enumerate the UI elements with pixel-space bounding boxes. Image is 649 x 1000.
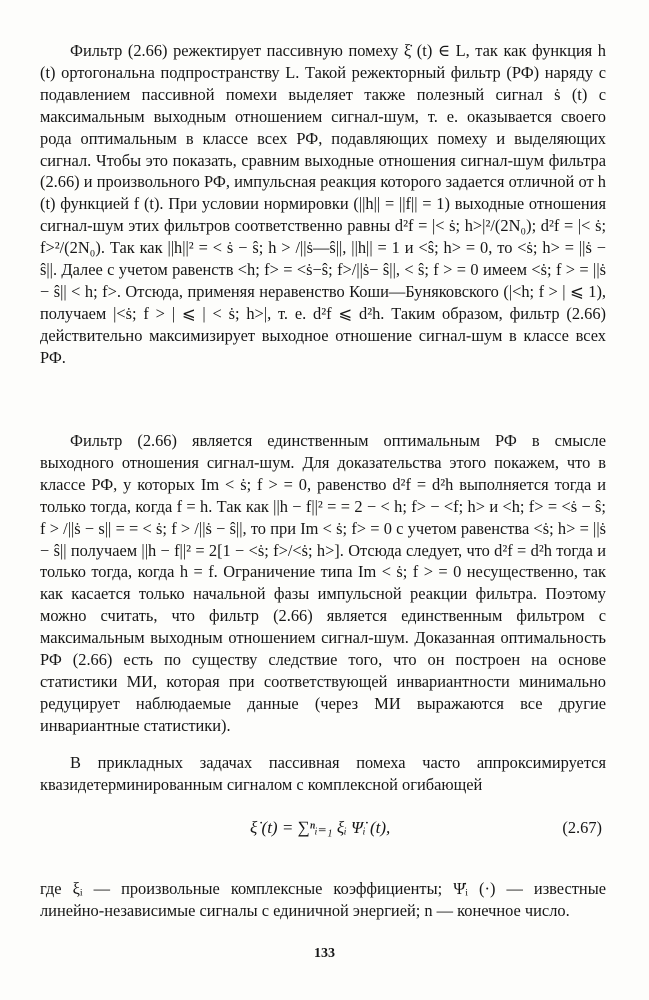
paragraph-1: Фильтр (2.66) режектирует пассивную помеху ξ̇ (t) ∈ L, так как функция h (t) ортогональна подпространству L. Такой режекторный фильтр (РФ) наряду с подавлением пассивной помехи выделяет также полезный сигнал ṡ (t) с максимальным выходным отношением сигнал-шум, т. е. оказывается своего рода оптимальным в классе всех РФ, подавляющих помеху и выделяющих сигнал. Чтобы это показать, сравним выходные отношения сигнал-шум фильтра (2.66) и произвольного РФ, импульсная реакция которого задается отличной от h (t) функцией f (t). При условии нормировки (||h|| = ||f|| = 1) выходные отношения сигнал-шум этих фильтров соответственно равны d²f = |< ṡ; h>|²/(2N₀); d²f = |< ṡ; f>²/(2N₀). Так как ||h||² = < ṡ − ŝ; h > /||ṡ—ŝ||, ||h|| = 1 и <ŝ; h> = 0, то <ṡ; h> = ||ṡ − ŝ||. Далее с учетом равенств <h; f> = <ṡ−ŝ; f>/||ṡ− ŝ||, < ŝ; f > = 0 имеем <ṡ; f > = ||ṡ − ŝ|| < h; f>. Отсюда, применяя неравенство Коши—Буняковского (|<h; f > | ⩽ 1), получаем |<ṡ; f > | ⩽ | < ṡ; h>|, т. е. d²f ⩽ d²h. Таким образом, фильтр (2.66) действительно максимизирует выходное отношение сигнал-шум в классе всех РФ.: [40, 41, 606, 367]
paragraph-1-block: [40, 40, 606, 369]
paragraph-4-block: [40, 878, 606, 922]
equation-formula: ξ̇ (t) = ∑ⁿᵢ₌₁ ξᵢ Ψ̇ᵢ (t),: [250, 818, 391, 837]
page-number: 133: [314, 946, 335, 961]
paragraph-2: Фильтр (2.66) является единственным оптимальным РФ в смысле выходного отношения сигнал-шум. Для доказательства этого покажем, что в классе РФ, у которых Im < ṡ; f > = 0, равенство d²f = d²h выполняется тогда и только тогда, когда f = h. Так как ||h − f||² = = 2 − < h; f> − <f; h> и <h; f> = <ṡ − ŝ; f > /||ṡ − s|| = = < ṡ; f > /||ṡ − ŝ||, то при Im < ṡ; f> = 0 с учетом равенства <ṡ; h> = ||ṡ − ŝ|| получаем ||h − f||² = 2[1 − <ṡ; f>/<ṡ; h>]. Отсюда следует, что d²f = d²h тогда и только тогда, когда h = f. Ограничение типа Im < ṡ; f > = 0 несущественно, так как касается только начальной фазы импульсной реакции фильтра. Поэтому можно считать, что фильтр (2.66) является единственным фильтром с максимальным выходным отношением сигнал-шум. Доказанная оптимальность РФ (2.66) есть по существу следствие того, что он построен на основе статистики МИ, которая при соответствующей инвариантности минимально редуцирует наблюдаемые данные (через МИ выражаются все другие инвариантные статистики).: [40, 431, 606, 735]
equation-2-67: [40, 808, 606, 852]
paragraph-2-block: [40, 430, 606, 737]
paragraph-4: где ξᵢ — произвольные комплексные коэффициенты; Ψ̇ᵢ (·) — известные линейно-независимые сигналы с единичной энергией; n — конечное число.: [40, 879, 606, 920]
paragraph-3: В прикладных задачах пассивная помеха часто аппроксимируется квазидетерминированным сигналом с комплексной огибающей: [40, 753, 606, 794]
paragraph-3-block: [40, 752, 606, 796]
equation-number: (2.67): [562, 818, 602, 837]
